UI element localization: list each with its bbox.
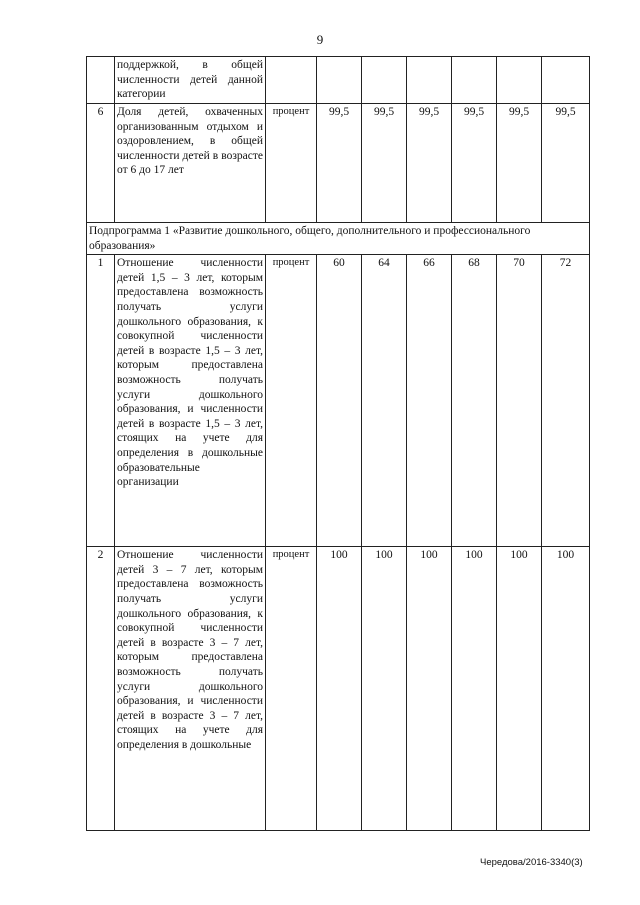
value-cell: 100 bbox=[317, 547, 362, 831]
value-cell: 100 bbox=[452, 547, 497, 831]
value-cell bbox=[362, 57, 407, 104]
value-cell: 72 bbox=[542, 255, 590, 547]
value-cell: 99,5 bbox=[407, 104, 452, 223]
indicator-name: Отношение численности детей 1,5 – 3 лет, которым предоставлена возможность получать услуги дошкольного образования, к совокупной численности детей в возрасте 1,5 – 3 лет, которым предоставлена возможность получать услуги дошкольного образования, и численности детей в возрасте 1,5 – 3 лет, стоящих на учете для определения в дошкольные образовательные организации bbox=[115, 255, 266, 547]
unit-cell: процент bbox=[266, 104, 317, 223]
row-number: 6 bbox=[87, 104, 115, 223]
page-number: 9 bbox=[316, 32, 324, 47]
value-cell: 100 bbox=[407, 547, 452, 831]
indicator-name: Доля детей, охваченных организованным отдыхом и оздоровлением, в общей численности детей в возрасте от 6 до 17 лет bbox=[115, 104, 266, 223]
row-number: 2 bbox=[87, 547, 115, 831]
value-cell bbox=[452, 57, 497, 104]
value-cell: 64 bbox=[362, 255, 407, 547]
value-cell: 100 bbox=[497, 547, 542, 831]
value-cell: 60 bbox=[317, 255, 362, 547]
indicators-table bbox=[86, 56, 590, 831]
row-number bbox=[87, 57, 115, 104]
indicator-name: Отношение численности детей 3 – 7 лет, которым предоставлена возможность получать услуги дошкольного образования, к совокупной численности детей в возрасте 3 – 7 лет, которым предоставлена возможность получать услуги дошкольного образования, и численности детей в возрасте 3 – 7 лет, стоящих на учете для определения в дошкольные bbox=[115, 547, 266, 831]
footer-code: Чередова/2016-3340(3) bbox=[480, 857, 583, 868]
row-number: 1 bbox=[87, 255, 115, 547]
value-cell: 68 bbox=[452, 255, 497, 547]
value-cell bbox=[407, 57, 452, 104]
table-row bbox=[87, 104, 590, 223]
subprogram-title: Подпрограмма 1 «Развитие дошкольного, общего, дополнительного и профессионального образования» bbox=[87, 223, 590, 255]
value-cell bbox=[497, 57, 542, 104]
value-cell: 99,5 bbox=[542, 104, 590, 223]
unit-cell: процент bbox=[266, 255, 317, 547]
table-row bbox=[87, 57, 590, 104]
value-cell: 100 bbox=[362, 547, 407, 831]
value-cell: 99,5 bbox=[362, 104, 407, 223]
value-cell: 100 bbox=[542, 547, 590, 831]
unit-cell bbox=[266, 57, 317, 104]
value-cell: 99,5 bbox=[497, 104, 542, 223]
value-cell: 70 bbox=[497, 255, 542, 547]
value-cell: 99,5 bbox=[452, 104, 497, 223]
value-cell bbox=[542, 57, 590, 104]
table-row bbox=[87, 255, 590, 547]
value-cell: 66 bbox=[407, 255, 452, 547]
table-row bbox=[87, 547, 590, 831]
indicator-name: поддержкой, в общей численности детей данной категории bbox=[115, 57, 266, 104]
subprogram-row bbox=[87, 223, 590, 255]
value-cell bbox=[317, 57, 362, 104]
value-cell: 99,5 bbox=[317, 104, 362, 223]
unit-cell: процент bbox=[266, 547, 317, 831]
